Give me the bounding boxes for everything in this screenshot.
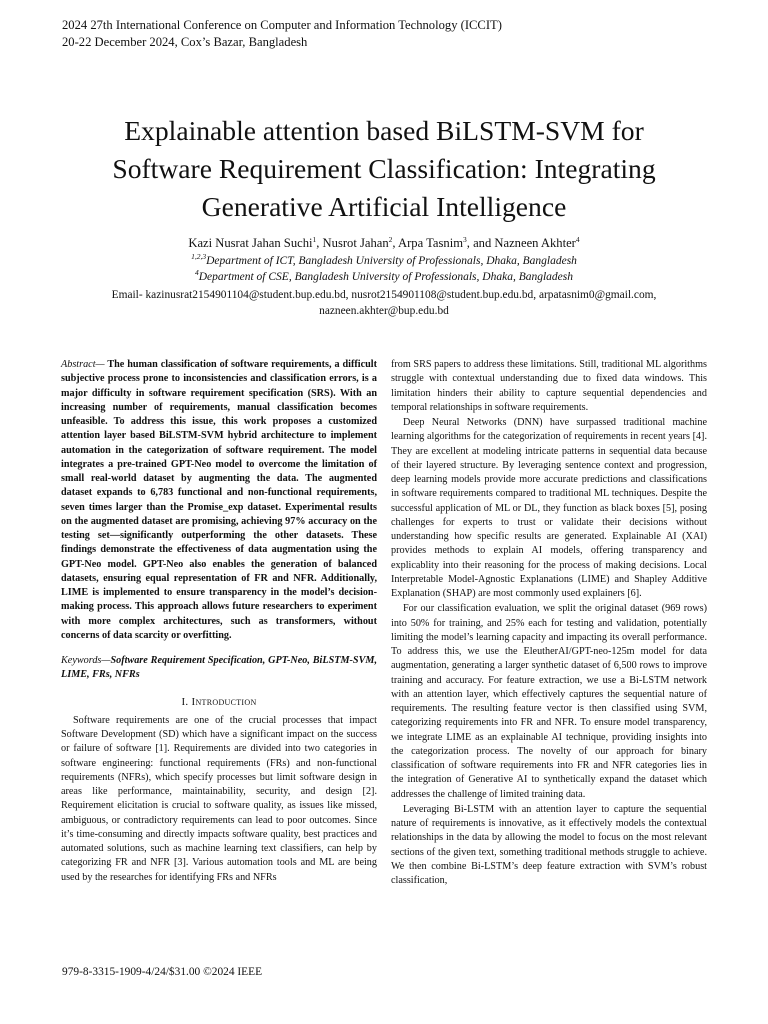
affiliation-superscript: 1,2,3: [191, 252, 207, 262]
author-separator: , and: [466, 236, 495, 250]
paragraph: Software requirements are one of the crucial processes that impact Software Development (SD) which have a significant impact on the success or failure of software [1]. Requirements are divided into two categories in software engineering: functional requirements (FRs) and non-functional requirements (NFRs), which specify processes but limit software design in areas like performance, maintainability, security, and design [2]. Requirement elicitation is crucial to software quality, as issues like missed, ambiguous, or contradictory requirements can lead to poor outcomes. Since it’s time-consuming and directly impacts software quality, best practices and automated solutions, such as machine learning text classifiers, can help by categorizing FR and NFR [3]. Various automation tools and ML are being used by the researches for identifying FRs and NFRs: [61, 714, 377, 883]
conference-header: [62, 17, 502, 51]
keywords: [61, 654, 377, 683]
section-title: Introduction: [191, 695, 257, 708]
paragraph: Deep Neural Networks (DNN) have surpassed traditional machine learning algorithms for the categorization of requirements in recent years [4]. They are excellent at modeling intricate patterns in sequential data because of their layered structure. By leveraging sentence context and progression, deep learning models provide more accurate predictions and classifications in software requirements compared to traditional ML techniques. Despite the successful application of ML or DL, they function as black boxes [5], posing challenges for experts to trust or validate their decisions without understanding how specific results are generated. Explainable AI (XAI) provides methods to explain AI models, offering transparency and explicablity into their reasoning for the process of making decisions. Local Interpretable Model-Agnostic Explanations (LIME) and Shapley Additive Explanation (SHAP) are most commonly used explainers [6].: [391, 417, 707, 599]
conference-date-location: 20-22 December 2024, Cox’s Bazar, Bangladesh: [62, 34, 308, 49]
author-superscript: 4: [575, 234, 580, 244]
paragraph: from SRS papers to address these limitations. Still, traditional ML algorithms struggle with contextual understanding due to fixed data windows. This limitation hinders their ability to capture sequential dependencies and temporal relationships in software requirements.: [391, 359, 707, 413]
paper-title-line-2: Software Requirement Classification: Integrating: [112, 153, 656, 184]
paper-title-line-1: Explainable attention based BiLSTM-SVM for: [124, 115, 644, 146]
author-emails: [40, 288, 728, 319]
paragraph: For our classification evaluation, we split the original dataset (969 rows) into 50% for training, and 25% each for testing and validation, potentially limiting the model’s learning capacity and impacting its overall performance. To address this, we use the EleutherAI/GPT-neo-125m model for data augmentation, generating a larger synthetic dataset of 6,500 rows to improve training and accuracy. For feature extraction, we use a Bi-LSTM network with an attention layer, which effectively captures the sequential nature of requirements. The resulting feature vector is then classified using SVM, categorizing requirements into FR and NFR. To ensure model transparency, we integrate LIME as an explainable AI technique, providing insights into the categorization process. The novelty of our approach for binary classification of software requirements into FR and NFR categories lies in the integration of Generative AI to synthetically expand the dataset which addresses the challenge of limited training data.: [391, 603, 707, 800]
email-line-1: Email- kazinusrat2154901104@student.bup.edu.bd, nusrot2154901108@student.bup.edu.bd, arpatasnim0@gmail.com,: [111, 289, 657, 301]
abstract: [61, 358, 377, 643]
paper-title-line-3: Generative Artificial Intelligence: [201, 191, 567, 222]
abstract-text: The human classification of software requirements, a difficult subjective process prone to inconsistencies and classification errors, is a major difficulty in software requirement specification (SRS). With an increasing number of requirements, manual classification becomes unfeasible. To address this issue, this work proposes a customized attention layer based BiLSTM-SVM hybrid architecture to implement automation in the categorization of software requirement. The model integrates a pre-trained GPT-Neo model to overcome the limitation of small real-world dataset by augmenting the data. The augmented dataset expands to 6,783 functional and non-functional requirements, seven times larger than the Promise_exp dataset. Experimental results on the augmented dataset are promising, achieving 97% accuracy on the testing set—significantly outperforming the other datasets. These findings demonstrate the effectiveness of data augmentation using the GPT-Neo model. GPT-Neo also enables the generation of balanced datasets, ensuring equal representation of FR and NFR. Additionally, LIME is implemented to ensure transparency in the model’s decision-making process. This approach allows future researchers to experiment with more complex architectures, such as transformers, without concerns of data scarcity or overfitting.: [61, 359, 377, 641]
keywords-text: Software Requirement Specification, GPT-Neo, BiLSTM-SVM, LIME, FRs, NFRs: [61, 655, 377, 681]
affiliation-text: Department of CSE, Bangladesh University of Professionals, Dhaka, Bangladesh: [198, 271, 573, 283]
affiliation-superscript: 4: [195, 268, 199, 278]
paper-title: [40, 112, 728, 226]
abstract-label: Abstract—: [61, 359, 105, 370]
author-superscript: 2: [388, 234, 393, 244]
author-name: Kazi Nusrat Jahan Suchi: [188, 236, 313, 250]
section-number: I.: [181, 695, 189, 708]
affiliation-text: Department of ICT, Bangladesh University of Professionals, Dhaka, Bangladesh: [206, 255, 577, 267]
copyright-footer: 979-8-3315-1909-4/24/$31.00 ©2024 IEEE: [62, 966, 263, 978]
author-separator: ,: [316, 236, 323, 250]
keywords-label: Keywords: [61, 655, 102, 666]
paragraph: Leveraging Bi-LSTM with an attention layer to capture the sequential nature of requirements is innovative, as it effectively models the contextual relationships in the data by allowing the model to focus on the most relevant sections of the given text, something traditional methods struggle to achieve. We then combine Bi-LSTM’s deep feature extraction with SVM’s robust classification,: [391, 803, 707, 886]
email-line-2: nazneen.akhter@bup.edu.bd: [319, 304, 449, 317]
conference-name: 2024 27th International Conference on Computer and Information Technology (ICCIT): [62, 18, 502, 32]
affiliation-cse: [40, 270, 728, 285]
author-list: [40, 235, 728, 252]
author-separator: ,: [392, 236, 399, 250]
author-name: Nazneen Akhter: [494, 236, 576, 250]
section-heading-introduction: [61, 695, 377, 709]
left-column: [61, 358, 377, 885]
right-column: [391, 358, 707, 888]
author-superscript: 3: [463, 234, 467, 244]
keywords-dash: —: [101, 655, 111, 666]
affiliation-ict: [40, 254, 728, 269]
author-name: Arpa Tasnim: [398, 236, 464, 250]
author-name: Nusrot Jahan: [322, 236, 389, 250]
author-superscript: 1: [312, 234, 317, 244]
